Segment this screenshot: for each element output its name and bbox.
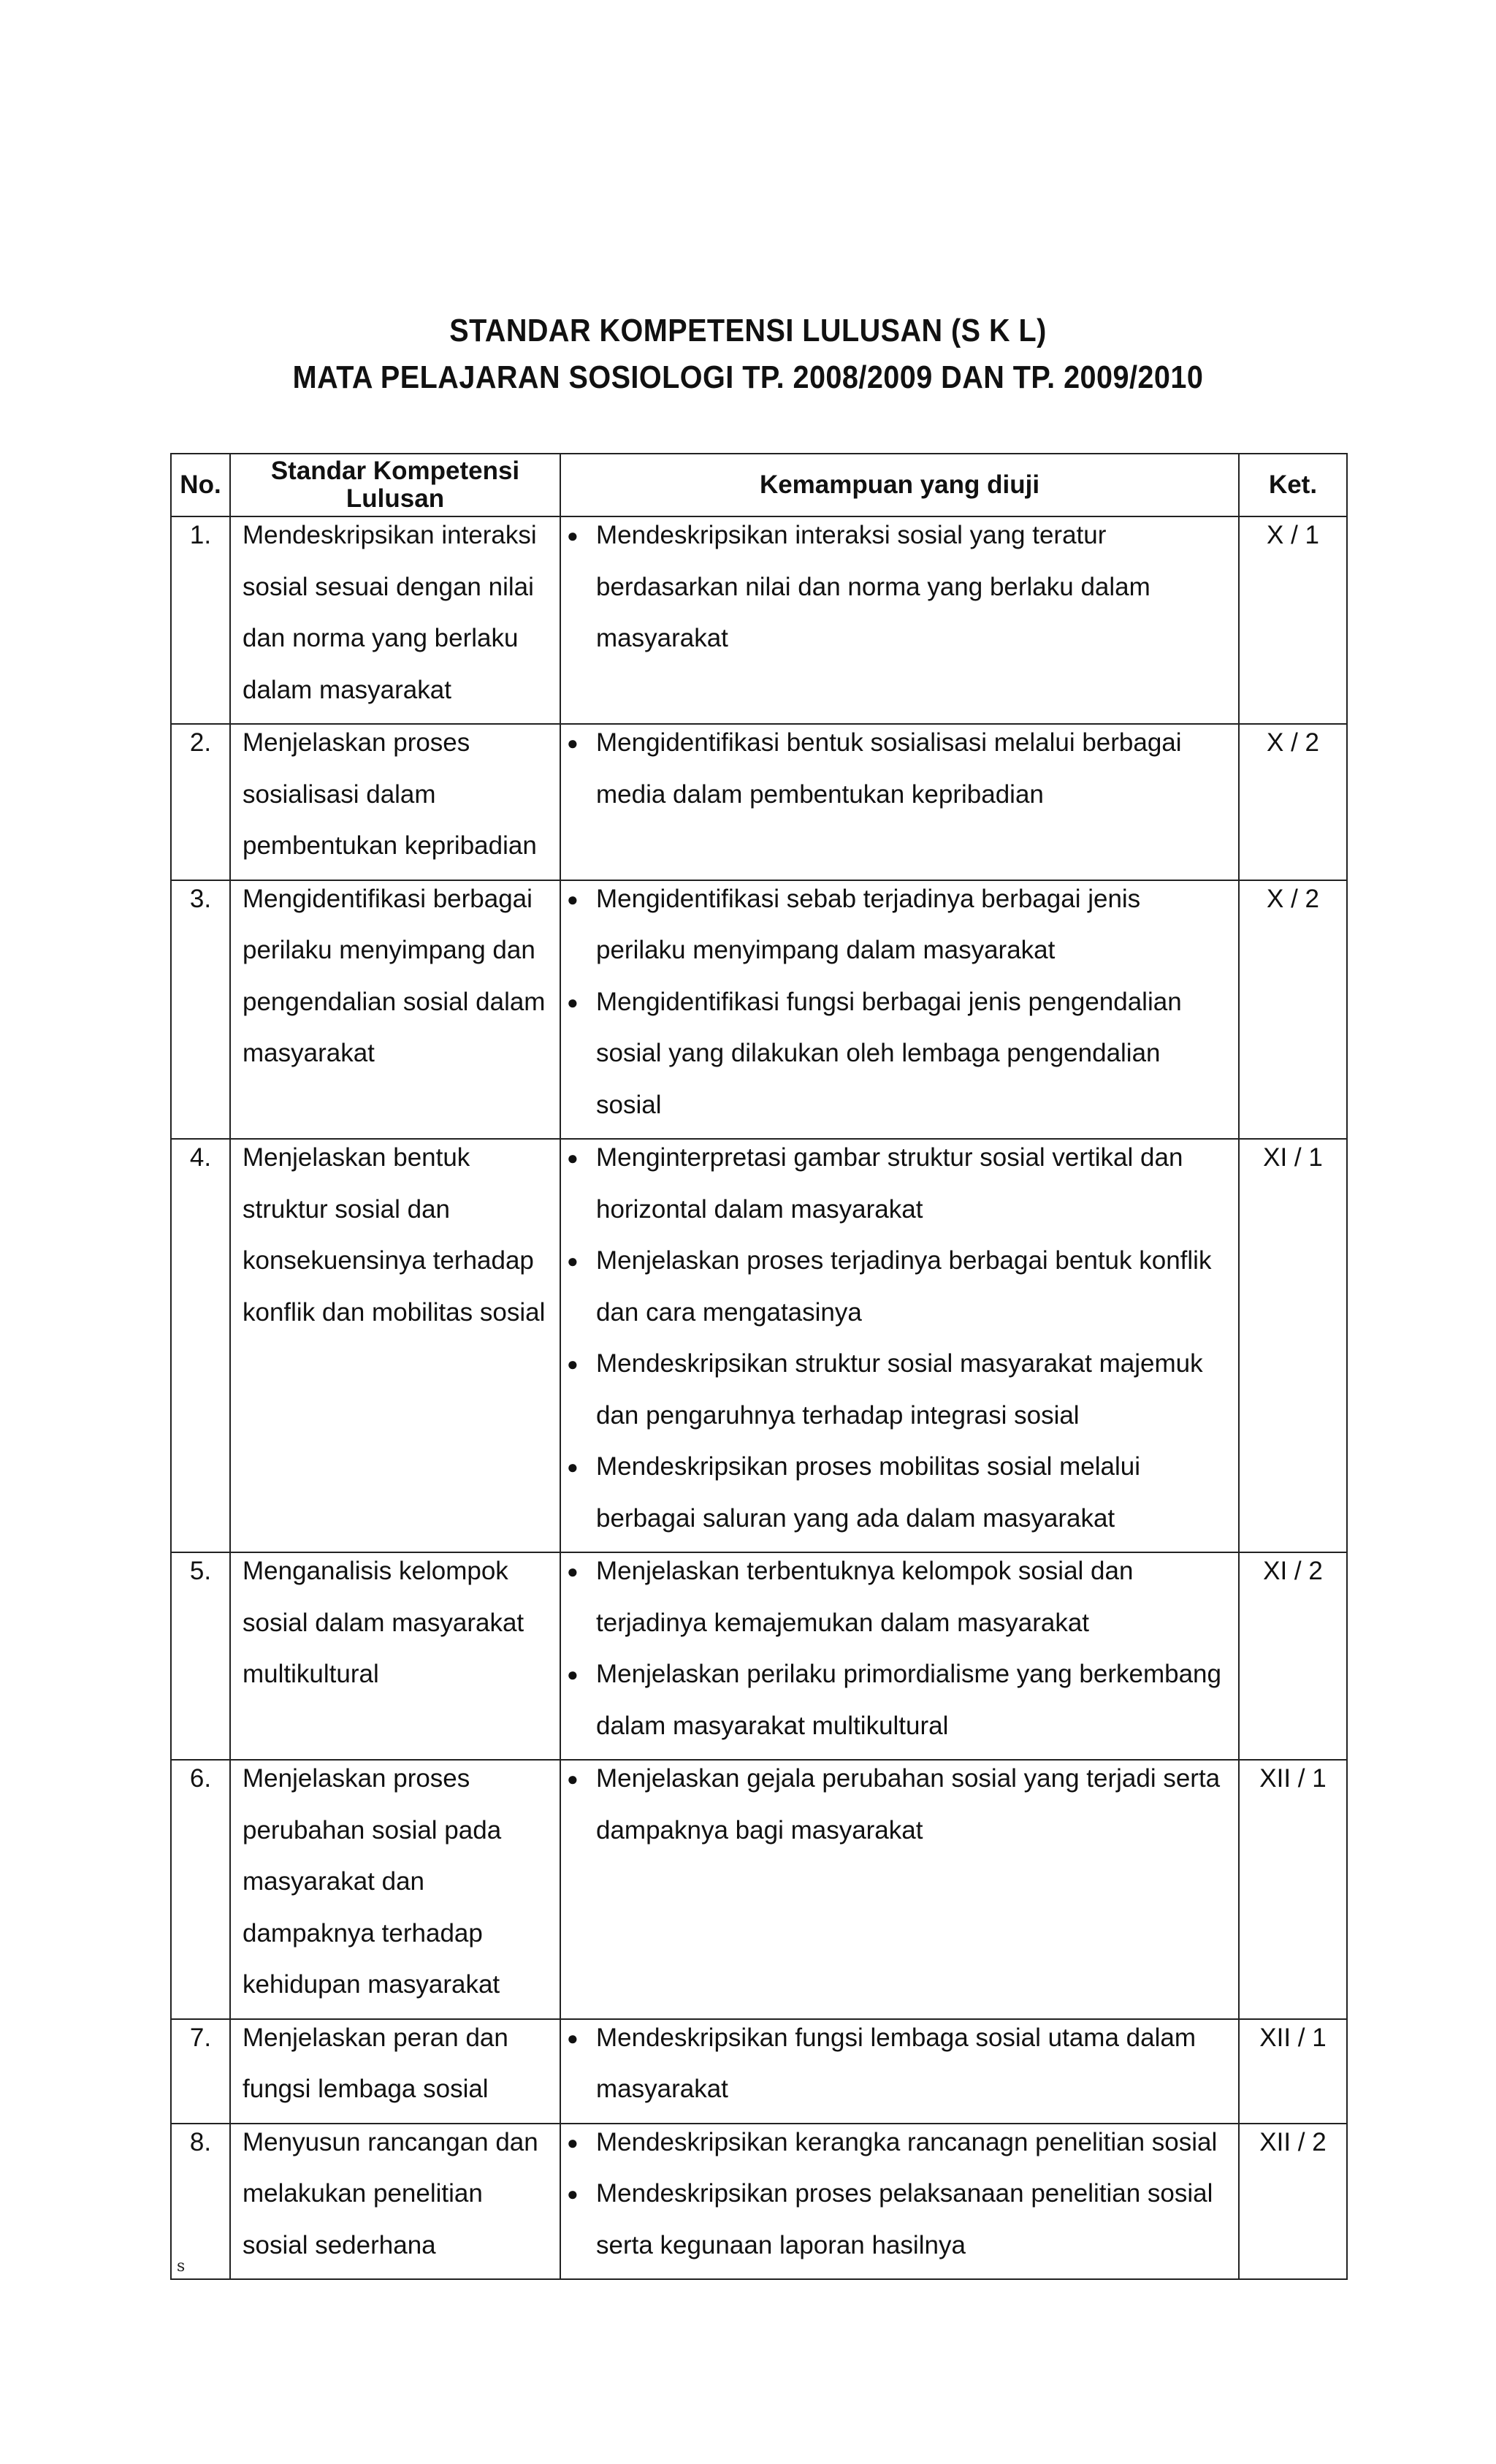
bullet-icon: ● — [567, 888, 579, 910]
row-number: 2. — [189, 728, 212, 757]
bullet-icon: ● — [567, 1560, 579, 1582]
kemampuan-text: Mendeskripsikan proses pelaksanaan penelitian sosial serta kegunaan laporan hasilnya — [596, 2179, 1213, 2259]
bullet-icon: ● — [567, 1250, 579, 1272]
bullet-icon: ● — [567, 991, 579, 1013]
standar-kompetensi-text: Menyusun rancangan dan melakukan penelitian sosial sederhana — [243, 2127, 538, 2259]
ket-value: XII / 1 — [1259, 1764, 1327, 1793]
standar-kompetensi-text: Menjelaskan peran dan fungsi lembaga sosial — [243, 2023, 508, 2103]
standar-kompetensi-cell — [230, 1760, 560, 2019]
kemampuan-item — [561, 2013, 1238, 2116]
kemampuan-cell — [560, 724, 1239, 880]
table-header-row — [171, 454, 1347, 516]
row-number-cell — [171, 2124, 230, 2280]
row-number: 4. — [189, 1143, 212, 1172]
row-number-cell — [171, 2019, 230, 2124]
table-body — [171, 516, 1347, 2279]
kemampuan-list — [561, 1753, 1238, 1856]
ket-cell — [1239, 2124, 1347, 2280]
kemampuan-cell — [560, 880, 1239, 1140]
row-number: 6. — [189, 1764, 212, 1793]
kemampuan-text: Menjelaskan proses terjadinya berbagai bentuk konflik dan cara mengatasinya — [596, 1246, 1212, 1327]
kemampuan-list — [561, 1132, 1238, 1544]
row-number: 3. — [189, 884, 212, 913]
table-row — [171, 2019, 1347, 2124]
kemampuan-list — [561, 2117, 1238, 2272]
bullet-icon: ● — [567, 2026, 579, 2049]
table-row — [171, 516, 1347, 724]
bullet-icon: ● — [567, 2131, 579, 2154]
standar-kompetensi-text: Mendeskripsikan interaksi sosial sesuai dengan nilai dan norma yang berlaku dalam masyarakat — [243, 521, 537, 704]
ket-value: X / 1 — [1267, 521, 1319, 549]
bullet-icon: ● — [567, 732, 579, 754]
ket-cell — [1239, 1760, 1347, 2019]
header-kemampuan: Kemampuan yang diuji — [560, 454, 1239, 516]
kemampuan-item — [561, 1753, 1238, 1856]
kemampuan-item — [561, 510, 1238, 665]
ket-value: X / 2 — [1267, 728, 1319, 757]
kemampuan-list — [561, 2013, 1238, 2116]
kemampuan-item — [561, 1441, 1238, 1544]
kemampuan-text: Mengidentifikasi sebab terjadinya berbagai jenis perilaku menyimpang dalam masyarakat — [596, 884, 1141, 964]
standar-kompetensi-cell — [230, 2124, 560, 2280]
kemampuan-text: Mendeskripsikan struktur sosial masyarakat majemuk dan pengaruhnya terhadap integrasi sosial — [596, 1349, 1203, 1430]
bullet-icon: ● — [567, 1353, 579, 1375]
header-standar-line1: Standar Kompetensi — [270, 457, 520, 485]
header-ket: Ket. — [1239, 454, 1347, 516]
standar-kompetensi-cell — [230, 724, 560, 880]
bullet-icon: ● — [567, 525, 579, 546]
row-number: 1. — [189, 521, 212, 549]
standar-kompetensi-text: Menjelaskan proses perubahan sosial pada masyarakat dan dampaknya terhadap kehidupan masyarakat — [243, 1764, 502, 1999]
kemampuan-list — [561, 1546, 1238, 1752]
kemampuan-item — [561, 1546, 1238, 1649]
ket-value: XI / 1 — [1263, 1143, 1323, 1172]
table-row — [171, 724, 1347, 880]
kemampuan-item — [561, 874, 1238, 977]
row-number: 7. — [189, 2023, 212, 2052]
kemampuan-text: Mendeskripsikan fungsi lembaga sosial utama dalam masyarakat — [596, 2023, 1196, 2103]
kemampuan-item — [561, 1132, 1238, 1235]
kemampuan-cell — [560, 1760, 1239, 2019]
kemampuan-item — [561, 1338, 1238, 1441]
document-title-line2: MATA PELAJARAN SOSIOLOGI TP. 2008/2009 DAN TP. 2009/2010 — [292, 359, 1204, 395]
standar-kompetensi-cell — [230, 2019, 560, 2124]
header-standar-kompetensi — [230, 454, 560, 516]
standar-kompetensi-cell — [230, 1552, 560, 1760]
row-number-cell — [171, 1760, 230, 2019]
kemampuan-cell — [560, 1139, 1239, 1552]
standar-kompetensi-text: Menjelaskan bentuk struktur sosial dan konsekuensinya terhadap konflik dan mobilitas sosial — [243, 1143, 546, 1327]
kemampuan-text: Mengidentifikasi fungsi berbagai jenis pengendalian sosial yang dilakukan oleh lembaga pengendalian sosial — [596, 987, 1182, 1119]
bullet-icon: ● — [567, 1768, 579, 1790]
kemampuan-item — [561, 2117, 1238, 2169]
ket-value: XII / 2 — [1259, 2127, 1327, 2156]
ket-cell — [1239, 1139, 1347, 1552]
standar-kompetensi-text: Mengidentifikasi berbagai perilaku menyimpang dan pengendalian sosial dalam masyarakat — [243, 884, 546, 1067]
footnote-mark: s — [177, 2257, 186, 2276]
kemampuan-text: Menjelaskan perilaku primordialisme yang berkembang dalam masyarakat multikultural — [596, 1660, 1221, 1740]
row-number-cell — [171, 516, 230, 724]
row-number: 5. — [189, 1557, 212, 1585]
ket-value: X / 2 — [1267, 884, 1319, 913]
kemampuan-text: Menginterpretasi gambar struktur sosial vertikal dan horizontal dalam masyarakat — [596, 1143, 1183, 1224]
kemampuan-text: Menjelaskan gejala perubahan sosial yang terjadi serta dampaknya bagi masyarakat — [596, 1764, 1221, 1845]
kemampuan-item — [561, 977, 1238, 1132]
kemampuan-item — [561, 717, 1238, 820]
kemampuan-list — [561, 510, 1238, 665]
row-number-cell — [171, 1552, 230, 1760]
table-row — [171, 1139, 1347, 1552]
kemampuan-list — [561, 874, 1238, 1132]
bullet-icon: ● — [567, 2183, 579, 2205]
kemampuan-text: Mendeskripsikan kerangka rancanagn penelitian sosial — [596, 2127, 1218, 2156]
row-number-cell — [171, 1139, 230, 1552]
skl-table — [170, 453, 1348, 2280]
header-standar-line2: Lulusan — [346, 484, 445, 513]
document-title-line1: STANDAR KOMPETENSI LULUSAN (S K L) — [449, 313, 1047, 348]
ket-value: XII / 1 — [1259, 2023, 1327, 2052]
standar-kompetensi-cell — [230, 880, 560, 1140]
row-number-cell — [171, 880, 230, 1140]
kemampuan-text: Mengidentifikasi bentuk sosialisasi melalui berbagai media dalam pembentukan kepribadian — [596, 728, 1182, 809]
table-row — [171, 1760, 1347, 2019]
kemampuan-cell — [560, 2019, 1239, 2124]
ket-cell — [1239, 2019, 1347, 2124]
header-no: No. — [171, 454, 230, 516]
kemampuan-text: Mendeskripsikan interaksi sosial yang teratur berdasarkan nilai dan norma yang berlaku dalam masyarakat — [596, 521, 1150, 652]
standar-kompetensi-cell — [230, 516, 560, 724]
kemampuan-list — [561, 717, 1238, 820]
kemampuan-item — [561, 2168, 1238, 2271]
standar-kompetensi-text: Menganalisis kelompok sosial dalam masyarakat multikultural — [243, 1557, 524, 1688]
table-row — [171, 880, 1347, 1140]
ket-cell — [1239, 880, 1347, 1140]
table-row — [171, 1552, 1347, 1760]
kemampuan-item — [561, 1649, 1238, 1752]
ket-cell — [1239, 724, 1347, 880]
table-row — [171, 2124, 1347, 2280]
standar-kompetensi-cell — [230, 1139, 560, 1552]
bullet-icon: ● — [567, 1663, 579, 1685]
kemampuan-text: Menjelaskan terbentuknya kelompok sosial dan terjadinya kemajemukan dalam masyarakat — [596, 1557, 1134, 1637]
kemampuan-cell — [560, 1552, 1239, 1760]
kemampuan-cell — [560, 2124, 1239, 2280]
bullet-icon: ● — [567, 1147, 579, 1169]
row-number-cell — [171, 724, 230, 880]
standar-kompetensi-text: Menjelaskan proses sosialisasi dalam pembentukan kepribadian — [243, 728, 537, 860]
kemampuan-text: Mendeskripsikan proses mobilitas sosial melalui berbagai saluran yang ada dalam masyarakat — [596, 1452, 1141, 1533]
bullet-icon: ● — [567, 1456, 579, 1478]
ket-value: XI / 2 — [1263, 1557, 1323, 1585]
row-number: 8. — [189, 2127, 212, 2156]
ket-cell — [1239, 516, 1347, 724]
kemampuan-cell — [560, 516, 1239, 724]
ket-cell — [1239, 1552, 1347, 1760]
kemampuan-item — [561, 1235, 1238, 1338]
